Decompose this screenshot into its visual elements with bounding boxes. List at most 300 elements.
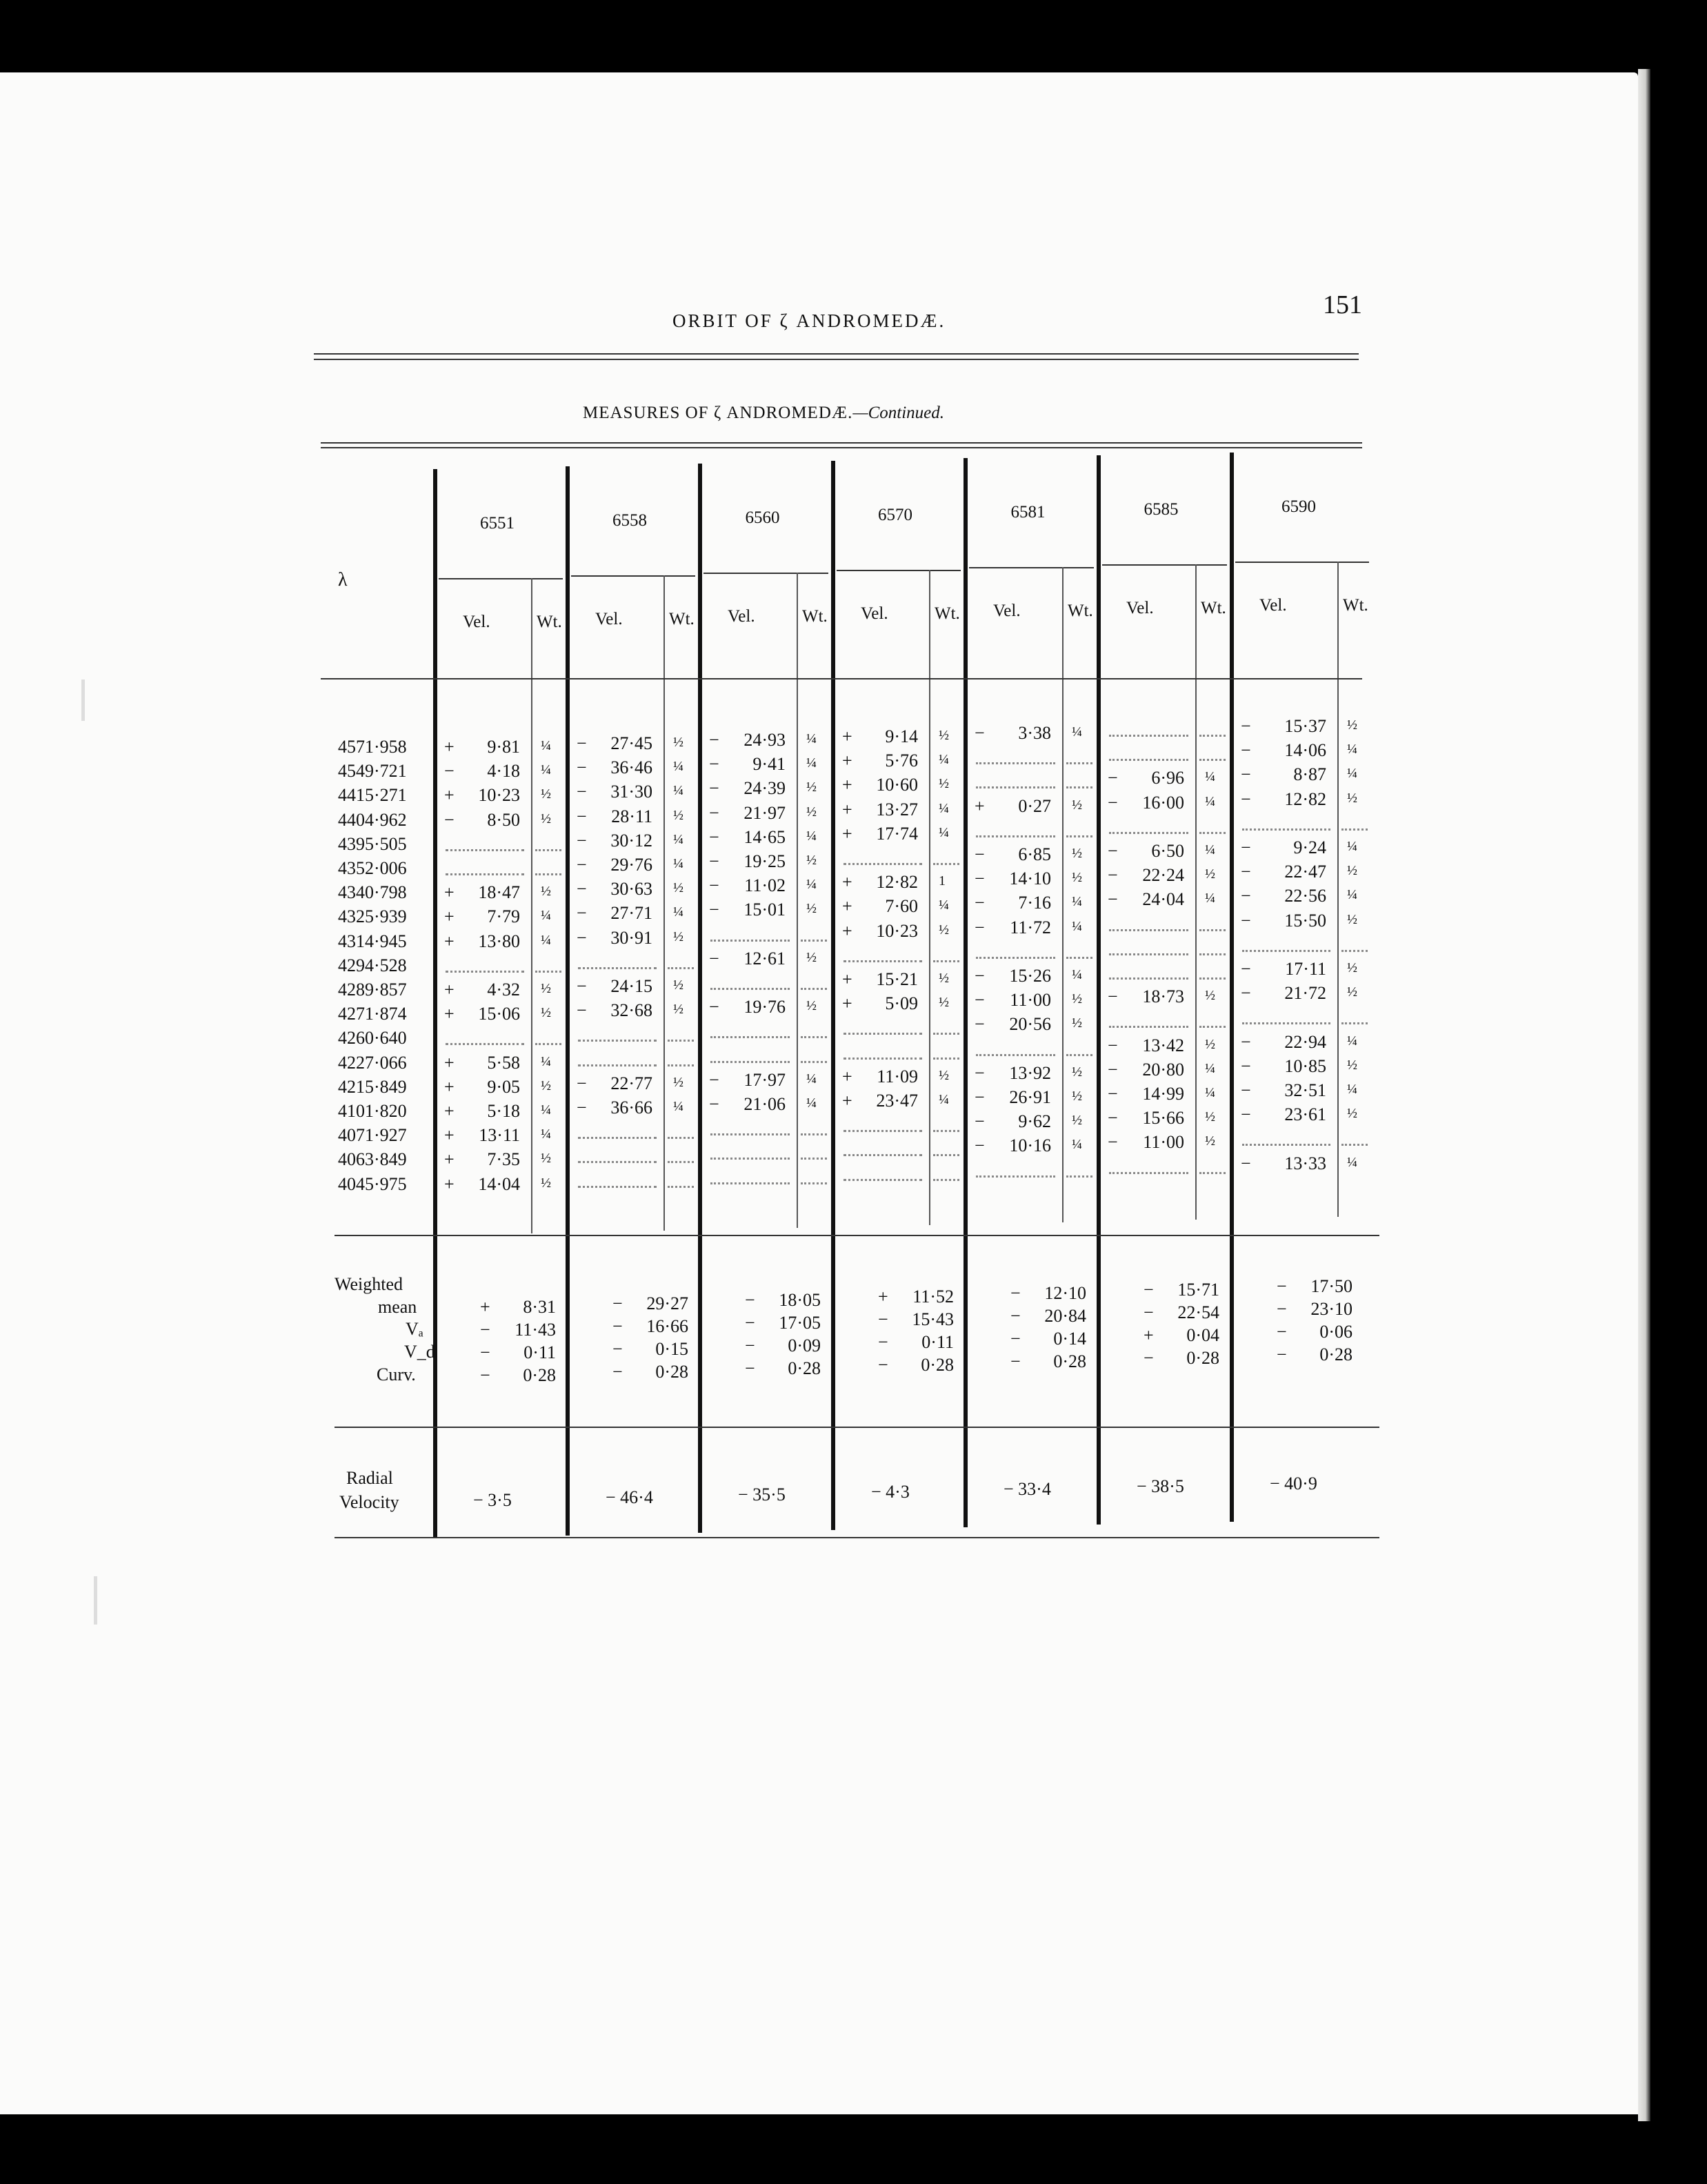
vel-sign: − [1241,1080,1251,1100]
empty-cell-leader [976,1054,1055,1056]
vel-sign: − [444,761,455,782]
weight-value: ½ [939,728,949,743]
empty-cell-leader [933,1179,959,1181]
vel-sign: − [709,851,719,871]
summary-value: 0·04 [1186,1325,1219,1345]
summary-sign: − [745,1290,755,1310]
empty-cell-leader [535,873,561,875]
vel-sign: − [709,802,719,823]
weight-value: ½ [939,995,949,1011]
wavelength: 4549·721 [338,761,407,782]
vel-value: 9·62 [1018,1111,1051,1132]
empty-cell-leader [1199,1172,1226,1174]
vel-sign: − [577,855,587,875]
empty-cell-leader [1199,735,1226,737]
vel-value: 9·05 [487,1076,520,1097]
empty-cell-leader [668,1186,694,1188]
vel-value: 11·00 [1010,990,1051,1011]
empty-cell-leader [1066,786,1092,788]
empty-cell-leader [801,1133,827,1135]
vel-sign: + [842,775,852,795]
plate-number: 6558 [612,511,647,530]
vel-value: 14·99 [1142,1084,1184,1104]
empty-cell-leader [578,1137,657,1139]
empty-cell-leader [1199,1026,1226,1028]
vel-sign: − [1108,1108,1118,1129]
empty-cell-leader [801,1036,827,1038]
summary-value: 16·66 [646,1316,688,1336]
vel-value: 6·50 [1151,841,1184,861]
vel-value: 27·71 [610,903,652,924]
vel-value: 29·76 [610,855,652,875]
head-rule [314,359,1359,360]
empty-cell-leader [1066,1175,1092,1178]
empty-cell-leader [1242,828,1330,831]
vel-value: 10·23 [478,785,520,806]
vel-value: 14·04 [478,1173,520,1194]
vel-sign: + [444,1149,455,1170]
wavelength: 4227·066 [338,1052,407,1073]
empty-cell-leader [933,1154,959,1156]
vel-value: 32·68 [610,1000,652,1021]
vel-sign: + [842,872,852,893]
weight-value: ½ [1072,846,1082,861]
summary-sign: − [480,1365,490,1385]
vel-sign: − [1108,841,1118,861]
vel-value: 5·58 [487,1052,520,1073]
wavelength: 4260·640 [338,1028,407,1049]
empty-cell-leader [1109,735,1188,737]
weight-value: ½ [1072,1089,1082,1104]
empty-cell-leader [710,940,790,942]
head-rule [314,353,1359,355]
radial-label-2: Velocity [339,1492,399,1512]
empty-cell-leader [1109,953,1188,955]
vel-value: 4·32 [487,980,520,1000]
radial-velocity-value: − 38·5 [1137,1476,1184,1496]
vel-sign: − [1241,1031,1251,1052]
summary-sign: − [612,1293,623,1313]
empty-cell-leader [1242,950,1330,952]
vel-value: 14·06 [1284,740,1326,761]
empty-cell-leader [1199,953,1226,955]
vel-sign: − [1241,1104,1251,1125]
weight-value: ¼ [541,738,551,753]
weight-value: ½ [1205,1133,1215,1149]
vel-sign: − [1108,889,1118,910]
wt-header: Wt. [1068,602,1093,620]
column-divider [1097,455,1101,1525]
wavelength: 4071·927 [338,1125,407,1146]
vel-value: 24·15 [610,976,652,996]
vel-value: 11·09 [877,1066,918,1086]
vel-value: 15·06 [478,1004,520,1024]
vel-header: Vel. [728,607,755,626]
weight-value: ¼ [673,904,683,920]
vel-sign: + [842,823,852,844]
vel-value: 22·94 [1284,1031,1326,1052]
vel-sign: + [444,882,455,903]
table-bottom-rule [335,1537,1379,1538]
summary-sign: − [612,1316,623,1336]
summary-value: 11·43 [515,1320,556,1340]
vel-sign: − [1108,768,1118,788]
empty-cell-leader [976,957,1055,959]
weight-value: ½ [673,977,683,993]
summary-value: 29·27 [646,1293,688,1313]
weight-value: ¼ [1347,1154,1357,1170]
wavelength: 4101·820 [338,1101,407,1121]
vel-sign: + [444,1004,455,1024]
vel-value: 19·25 [743,851,786,871]
vel-header: Vel. [1259,596,1287,615]
weight-value: ½ [939,922,949,937]
summary-value: 23·10 [1310,1299,1352,1319]
wt-header: Wt. [1343,596,1368,615]
vel-sign: − [1241,1055,1251,1076]
vel-sign: + [842,799,852,820]
weight-value: ½ [1072,1064,1082,1080]
summary-value: 0·28 [655,1362,688,1382]
vel-header: Vel. [861,604,888,623]
vel-value: 32·51 [1284,1080,1326,1100]
radial-label-1: Radial [346,1468,393,1488]
weight-value: ½ [1072,797,1082,813]
summary-label-mean: mean [378,1297,417,1317]
weight-value: ¼ [806,1095,817,1111]
summary-sign: − [1277,1299,1287,1319]
empty-cell-leader [1242,1022,1330,1024]
empty-cell-leader [1199,832,1226,834]
vel-sign: − [709,997,719,1017]
weight-value: ¼ [1072,724,1082,739]
empty-cell-leader [668,1064,694,1066]
vel-value: 24·39 [743,778,786,799]
empty-cell-leader [1199,929,1226,931]
vel-value: 6·96 [1151,768,1184,788]
header-rule [571,575,695,577]
empty-cell-leader [446,1043,524,1045]
table-title [583,404,944,423]
column-divider [433,469,437,1538]
vel-sign: − [1241,862,1251,882]
summary-value: 22·54 [1177,1302,1219,1322]
weight-value: ¼ [673,1099,683,1114]
vel-sign: + [444,1076,455,1097]
vel-sign: − [1241,983,1251,1004]
wavelength: 4045·975 [338,1173,407,1194]
wavelength: 4571·958 [338,737,407,757]
vel-value: 30·91 [610,927,652,948]
vel-sign: + [444,980,455,1000]
weight-value: ½ [939,1067,949,1083]
weight-value: ½ [806,804,817,820]
vel-value: 15·01 [743,900,786,920]
empty-cell-leader [801,1061,827,1063]
summary-sign: + [878,1287,888,1307]
header-rule [1235,562,1369,563]
empty-cell-leader [933,863,959,865]
vel-sign: − [577,806,587,826]
wavelength: 4340·798 [338,882,407,903]
empty-cell-leader [843,1058,922,1060]
summary-rule [335,1235,1379,1236]
weight-value: ¼ [1347,839,1357,854]
weight-value: ½ [1347,863,1357,879]
vel-wt-divider [663,575,665,1231]
vel-value: 16·00 [1142,792,1184,813]
vel-sign: + [975,795,985,816]
weight-value: ½ [673,880,683,896]
vel-value: 9·14 [885,726,918,746]
weight-value: ½ [541,1151,551,1167]
radial-velocity-value: − 3·5 [473,1490,512,1510]
radial-velocity-value: − 35·5 [738,1485,786,1505]
summary-value: 0·11 [921,1332,954,1352]
weight-value: ½ [673,735,683,750]
empty-cell-leader [843,960,922,962]
vel-sign: − [709,875,719,896]
vel-sign: − [444,809,455,830]
summary-sign: − [612,1362,623,1382]
vel-value: 7·16 [1018,893,1051,913]
empty-cell-leader [933,960,959,962]
wavelength: 4314·945 [338,931,407,951]
plate-number: 6590 [1281,497,1316,516]
vel-sign: + [444,906,455,927]
weight-value: ½ [1347,960,1357,975]
vel-value: 14·65 [743,826,786,847]
vel-sign: − [709,754,719,775]
vel-sign: − [975,1087,985,1107]
weight-value: ½ [1205,988,1215,1004]
empty-cell-leader [578,1064,657,1066]
table-top-rule [321,447,1362,448]
weight-value: ¼ [673,759,683,775]
weight-value: ½ [1347,984,1357,1000]
vel-value: 22·77 [610,1073,652,1093]
summary-value: 0·28 [921,1355,954,1375]
vel-sign: − [975,966,985,986]
vel-value: 28·11 [611,806,652,826]
summary-value: 20·84 [1044,1306,1086,1326]
vel-sign: + [444,1125,455,1146]
vel-sign: + [842,1066,852,1086]
vel-value: 8·50 [487,809,520,830]
vel-sign: − [975,1111,985,1132]
weight-value: ¼ [806,1071,817,1086]
header-rule [439,578,563,579]
vel-value: 3·38 [1018,723,1051,743]
vel-value: 9·81 [487,737,520,757]
vel-sign: − [1241,886,1251,906]
vel-value: 9·24 [1293,837,1326,857]
vel-sign: + [444,737,455,757]
weight-value: ½ [1072,1113,1082,1129]
weight-value: ¼ [939,897,949,913]
vel-sign: − [577,782,587,802]
summary-value: 0·28 [1053,1351,1086,1371]
vel-sign: − [1108,1132,1118,1153]
vel-sign: − [975,1135,985,1156]
empty-cell-leader [801,1182,827,1184]
vel-value: 22·47 [1284,862,1326,882]
weight-value: ½ [806,901,817,917]
radial-velocity-value: − 40·9 [1270,1473,1317,1493]
wt-header: Wt. [935,604,960,623]
plate-number: 6560 [745,508,780,527]
vel-value: 36·46 [610,757,652,778]
empty-cell-leader [1066,957,1092,959]
empty-cell-leader [446,849,524,851]
empty-cell-leader [933,1130,959,1132]
summary-sign: − [878,1355,888,1375]
empty-cell-leader [1066,835,1092,837]
vel-sign: − [975,868,985,889]
weight-value: ½ [673,1074,683,1090]
vel-sign: − [1241,764,1251,785]
vel-value: 26·91 [1009,1087,1051,1107]
vel-value: 0·27 [1018,795,1051,816]
empty-cell-leader [1341,950,1368,952]
summary-sign: − [878,1309,888,1329]
empty-cell-leader [1242,1144,1330,1146]
empty-cell-leader [710,1133,790,1135]
vel-sign: − [577,733,587,753]
table-title-continued: —Continued. [852,404,945,422]
wavelength: 4294·528 [338,955,407,975]
table-title-text: MEASURES OF ζ ANDROMEDÆ. [583,404,853,422]
weight-value: ½ [1205,1036,1215,1052]
vel-sign: − [1241,959,1251,979]
vel-sign: + [444,931,455,951]
vel-value: 13·92 [1009,1062,1051,1083]
lambda-header: λ [338,569,348,590]
empty-cell-leader [976,835,1055,837]
column-divider [698,464,702,1533]
radial-velocity-value: − 46·4 [606,1487,653,1507]
summary-sign: − [745,1336,755,1356]
summary-sign: − [480,1342,490,1362]
weight-value: ¼ [806,877,817,893]
empty-cell-leader [1341,828,1368,831]
scan-mark [94,1576,97,1625]
summary-sign: − [1010,1351,1021,1371]
vel-sign: − [975,990,985,1011]
weight-value: ½ [541,1175,551,1191]
weight-value: ½ [1347,1106,1357,1122]
vel-value: 17·74 [876,823,918,844]
weight-value: ¼ [939,800,949,816]
weight-value: ½ [939,971,949,986]
empty-cell-leader [843,1130,922,1132]
empty-cell-leader [843,1179,922,1181]
plate-number: 6585 [1144,500,1179,519]
vel-value: 12·61 [743,948,786,969]
vel-value: 24·93 [743,730,786,750]
summary-sign: − [1144,1280,1154,1300]
vel-value: 13·27 [876,799,918,820]
vel-sign: + [842,993,852,1014]
vel-value: 22·24 [1142,865,1184,886]
radial-velocity-value: − 4·3 [871,1482,910,1502]
summary-sign: − [1277,1322,1287,1342]
weight-value: ½ [541,786,551,802]
wavelength: 4395·505 [338,833,407,854]
vel-value: 10·23 [876,920,918,941]
vel-sign: − [577,903,587,924]
summary-value: 0·09 [788,1336,821,1356]
vel-sign: − [577,1073,587,1093]
wavelength: 4404·962 [338,809,407,830]
summary-label-curv: Curv. [377,1364,416,1384]
vel-header: Vel. [1126,599,1154,617]
vel-value: 5·76 [885,751,918,771]
empty-cell-leader [1341,1022,1368,1024]
vel-sign: + [444,1101,455,1121]
vel-sign: + [444,785,455,806]
vel-value: 7·60 [885,896,918,917]
weight-value: ½ [1347,911,1357,927]
weight-value: ½ [673,807,683,823]
summary-value: 0·28 [788,1358,821,1378]
vel-sign: − [1241,1153,1251,1173]
weight-value: ¼ [1347,766,1357,782]
empty-cell-leader [710,1158,790,1160]
vel-sign: + [444,1052,455,1073]
summary-value: 0·11 [523,1342,556,1362]
summary-sign: − [1144,1302,1154,1322]
vel-sign: − [975,844,985,864]
summary-value: 17·05 [779,1313,821,1333]
vel-value: 15·37 [1284,716,1326,736]
weight-value: ¼ [541,1126,551,1142]
weight-value: ½ [1205,866,1215,882]
empty-cell-leader [710,1061,790,1063]
summary-sign: − [1277,1276,1287,1296]
summary-label-vd: V_d [404,1342,435,1362]
wavelength: 4352·006 [338,858,407,878]
vel-wt-divider [1195,564,1197,1220]
weight-value: ¼ [806,731,817,746]
vel-value: 5·09 [885,993,918,1014]
empty-cell-leader [710,1182,790,1184]
header-rule [837,570,961,571]
subheader-rule [321,678,1362,679]
empty-cell-leader [710,988,790,990]
weight-value: ½ [541,1078,551,1093]
empty-cell-leader [710,1036,790,1038]
vel-sign: + [842,920,852,941]
empty-cell-leader [1109,759,1188,761]
vel-wt-divider [1062,567,1064,1222]
vel-sign: − [1241,788,1251,809]
wt-header: Wt. [802,607,828,626]
vel-sign: − [975,1014,985,1035]
summary-sign: + [480,1297,490,1317]
empty-cell-leader [1109,977,1188,980]
vel-value: 12·82 [1284,788,1326,809]
weight-value: ¼ [673,783,683,799]
empty-cell-leader [578,967,657,969]
summary-sign: − [1010,1283,1021,1303]
empty-cell-leader [843,1033,922,1035]
header-rule [703,573,828,574]
summary-sign: − [1144,1348,1154,1368]
vel-sign: + [444,1173,455,1194]
empty-cell-leader [668,1137,694,1139]
empty-cell-leader [843,1154,922,1156]
